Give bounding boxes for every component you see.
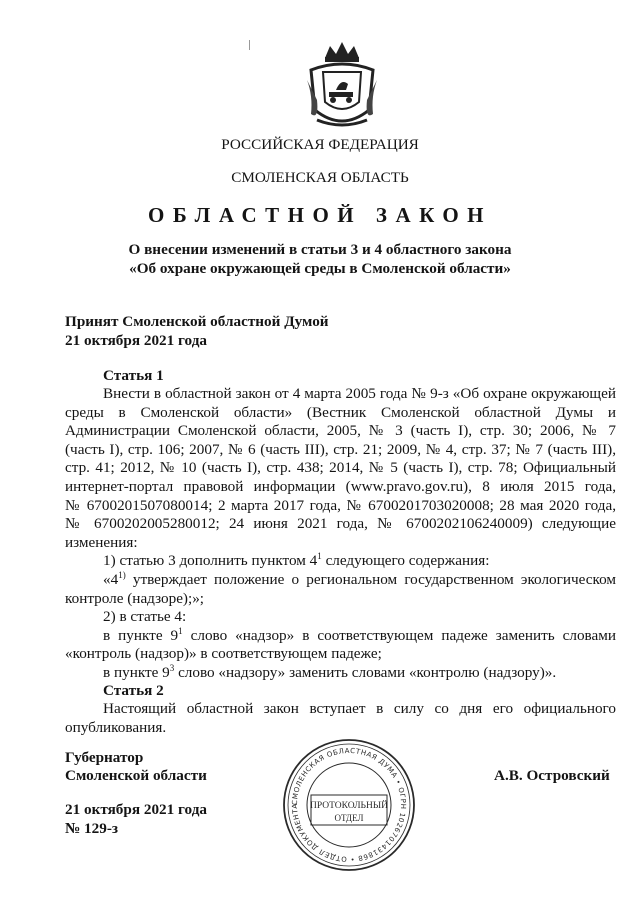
stamp-center-line-1: ПРОТОКОЛЬНЫЙ: [309, 801, 389, 811]
article-2-body: [65, 700, 616, 737]
amendment-subitem-2: в пункте $9^3$ слово «надзору» заменить словами «контролю (надзору)».: [103, 662, 557, 681]
amendment-item-2: 2) в статье 4:: [103, 608, 187, 626]
article-1-line: № 6700201507080014; 2 марта 2017 года, № 6700201703020008; 28 мая 2020 года,: [65, 496, 616, 514]
official-stamp: [281, 737, 417, 873]
amendment-subitem-1-continued: «контроль (надзор)» в соответствующем падеже;: [65, 645, 382, 663]
article-1-heading: Статья 1: [103, 367, 164, 384]
article-1-line: Администрации Смоленской области, 2005, № 3 (часть I), стр. 30; 2006, № 7: [65, 422, 616, 440]
subject-line-2: «Об охране окружающей среды в Смоленской области»: [129, 260, 511, 277]
signatory-position: Губернатор: [65, 749, 144, 766]
article-1-line: интернет-портал правовой информации (www.pravo.gov.ru), 8 июля 2015 года,: [65, 477, 616, 495]
article-2-line: опубликования.: [65, 718, 167, 736]
article-1-line: изменения:: [65, 533, 138, 551]
article-1-line: (часть I), стр. 106; 2007, № 6 (часть III), стр. 21; 2009, № 4, стр. 37; № 7 (часть III),: [65, 440, 616, 458]
article-2-line: Настоящий областной закон вступает в силу со дня его официального: [103, 700, 616, 717]
amendment-quote: «4$^{1)}$ утверждает положение о региональном государственном экологическом: [103, 569, 616, 588]
signatory-name: А.В. Островский: [494, 767, 610, 784]
amendment-quote-continued: контроле (надзоре);»;: [65, 589, 205, 607]
coat-of-arms-emblem: [303, 40, 381, 132]
article-1-line: № 6700202005280012; 24 июня 2021 года, № 6700202106240009) следующие: [65, 515, 616, 533]
scan-mark: [249, 40, 250, 50]
adoption-date: 21 октября 2021 года: [65, 332, 207, 349]
law-number: № 129-з: [65, 820, 119, 837]
stamp-ring-text: СМОЛЕНСКАЯ ОБЛАСТНАЯ ДУМА • ОГРН 1026701431868 • ОТДЕЛ ДОКУМЕНТА: [290, 746, 408, 864]
stamp-seal-icon: [281, 737, 417, 873]
amendment-subitem-1: в пункте $9^1$ слово «надзор» в соответствующем падеже заменить словами: [103, 625, 617, 644]
subject-line-1: О внесении изменений в статьи 3 и 4 областного закона: [128, 241, 512, 258]
stamp-center-line-2: ОТДЕЛ: [334, 813, 364, 823]
article-1-line: Внести в областной закон от 4 марта 2005 года № 9-з «Об охране окружающей: [103, 385, 616, 402]
article-1-line: среды в Смоленской области» (Вестник Смоленской областной Думы и: [65, 403, 616, 421]
article-1-line: стр. 41; 2012, № 10 (часть I), стр. 438; 2014, № 5 (часть I), стр. 78; Официальный: [65, 459, 616, 477]
article-1-body: [65, 385, 616, 683]
document-type-title: ОБЛАСТНОЙ ЗАКОН: [147, 203, 492, 227]
region-name: СМОЛЕНСКАЯ ОБЛАСТЬ: [231, 169, 409, 186]
article-2-heading: Статья 2: [103, 682, 164, 699]
signing-date: 21 октября 2021 года: [65, 801, 207, 818]
signatory-position-region: Смоленской области: [65, 767, 207, 784]
country-name: РОССИЙСКАЯ ФЕДЕРАЦИЯ: [221, 136, 419, 153]
adoption-body: Принят Смоленской областной Думой: [65, 313, 329, 330]
amendment-item-1: 1) статью 3 дополнить пунктом $4^1$ следующего содержания:: [103, 551, 490, 570]
